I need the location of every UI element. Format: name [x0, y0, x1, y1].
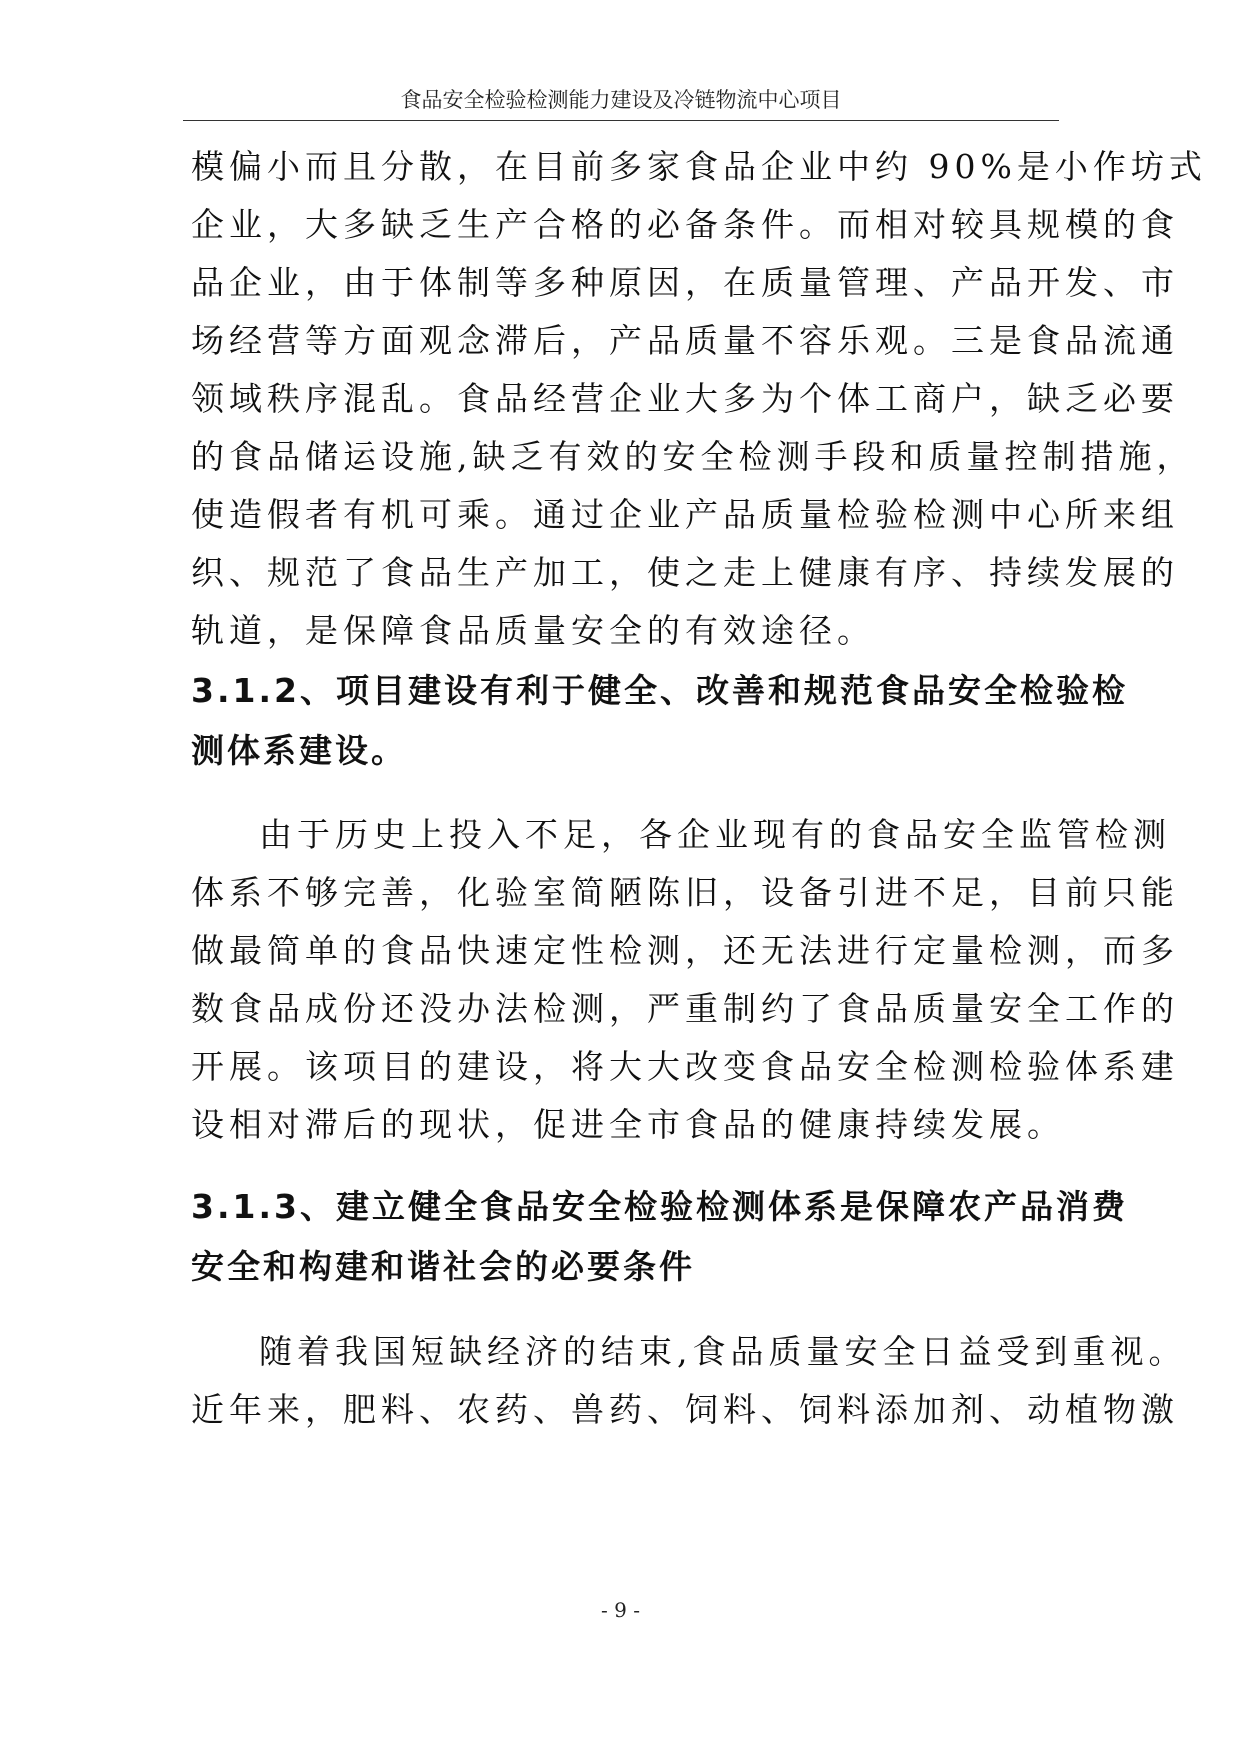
page-number: - 9 - [601, 1598, 640, 1622]
body-line: 品企业，由于体制等多种原因，在质量管理、产品开发、市 [191, 263, 1179, 302]
body-line: 使造假者有机可乘。通过企业产品质量检验检测中心所来组 [191, 495, 1179, 534]
body-line: 场经营等方面观念滞后，产品质量不容乐观。三是食品流通 [191, 321, 1179, 360]
body-line: 模偏小而且分散，在目前多家食品企业中约 90%是小作坊式 [191, 147, 1207, 186]
body-line: 设相对滞后的现状，促进全市食品的健康持续发展。 [191, 1105, 1065, 1144]
section-heading-3-1-2: 3.1.2、项目建设有利于健全、改善和规范食品安全检验检 [191, 671, 1128, 710]
section-heading-3-1-3: 安全和构建和谐社会的必要条件 [191, 1247, 695, 1286]
body-line: 织、规范了食品生产加工，使之走上健康有序、持续发展的 [191, 553, 1179, 592]
section-heading-3-1-3: 3.1.3、建立健全食品安全检验检测体系是保障农产品消费 [191, 1187, 1128, 1226]
body-line: 随着我国短缺经济的结束,食品质量安全日益受到重视。 [259, 1332, 1187, 1371]
page-header: 食品安全检验检测能力建设及冷链物流中心项目 [183, 84, 1059, 121]
body-line: 做最简单的食品快速定性检测，还无法进行定量检测，而多 [191, 931, 1179, 970]
body-line: 由于历史上投入不足，各企业现有的食品安全监管检测 [259, 815, 1171, 854]
body-line: 近年来，肥料、农药、兽药、饲料、饲料添加剂、动植物激 [191, 1390, 1179, 1429]
section-heading-3-1-2: 测体系建设。 [191, 731, 407, 770]
body-line: 开展。该项目的建设，将大大改变食品安全检测检验体系建 [191, 1047, 1179, 1086]
body-line: 体系不够完善，化验室简陋陈旧，设备引进不足，目前只能 [191, 873, 1179, 912]
body-line: 领域秩序混乱。食品经营企业大多为个体工商户，缺乏必要 [191, 379, 1179, 418]
body-line: 企业，大多缺乏生产合格的必备条件。而相对较具规模的食 [191, 205, 1179, 244]
body-line: 轨道，是保障食品质量安全的有效途径。 [191, 611, 875, 650]
body-line: 数食品成份还没办法检测，严重制约了食品质量安全工作的 [191, 989, 1179, 1028]
body-line: 的食品储运设施,缺乏有效的安全检测手段和质量控制措施， [191, 437, 1195, 476]
